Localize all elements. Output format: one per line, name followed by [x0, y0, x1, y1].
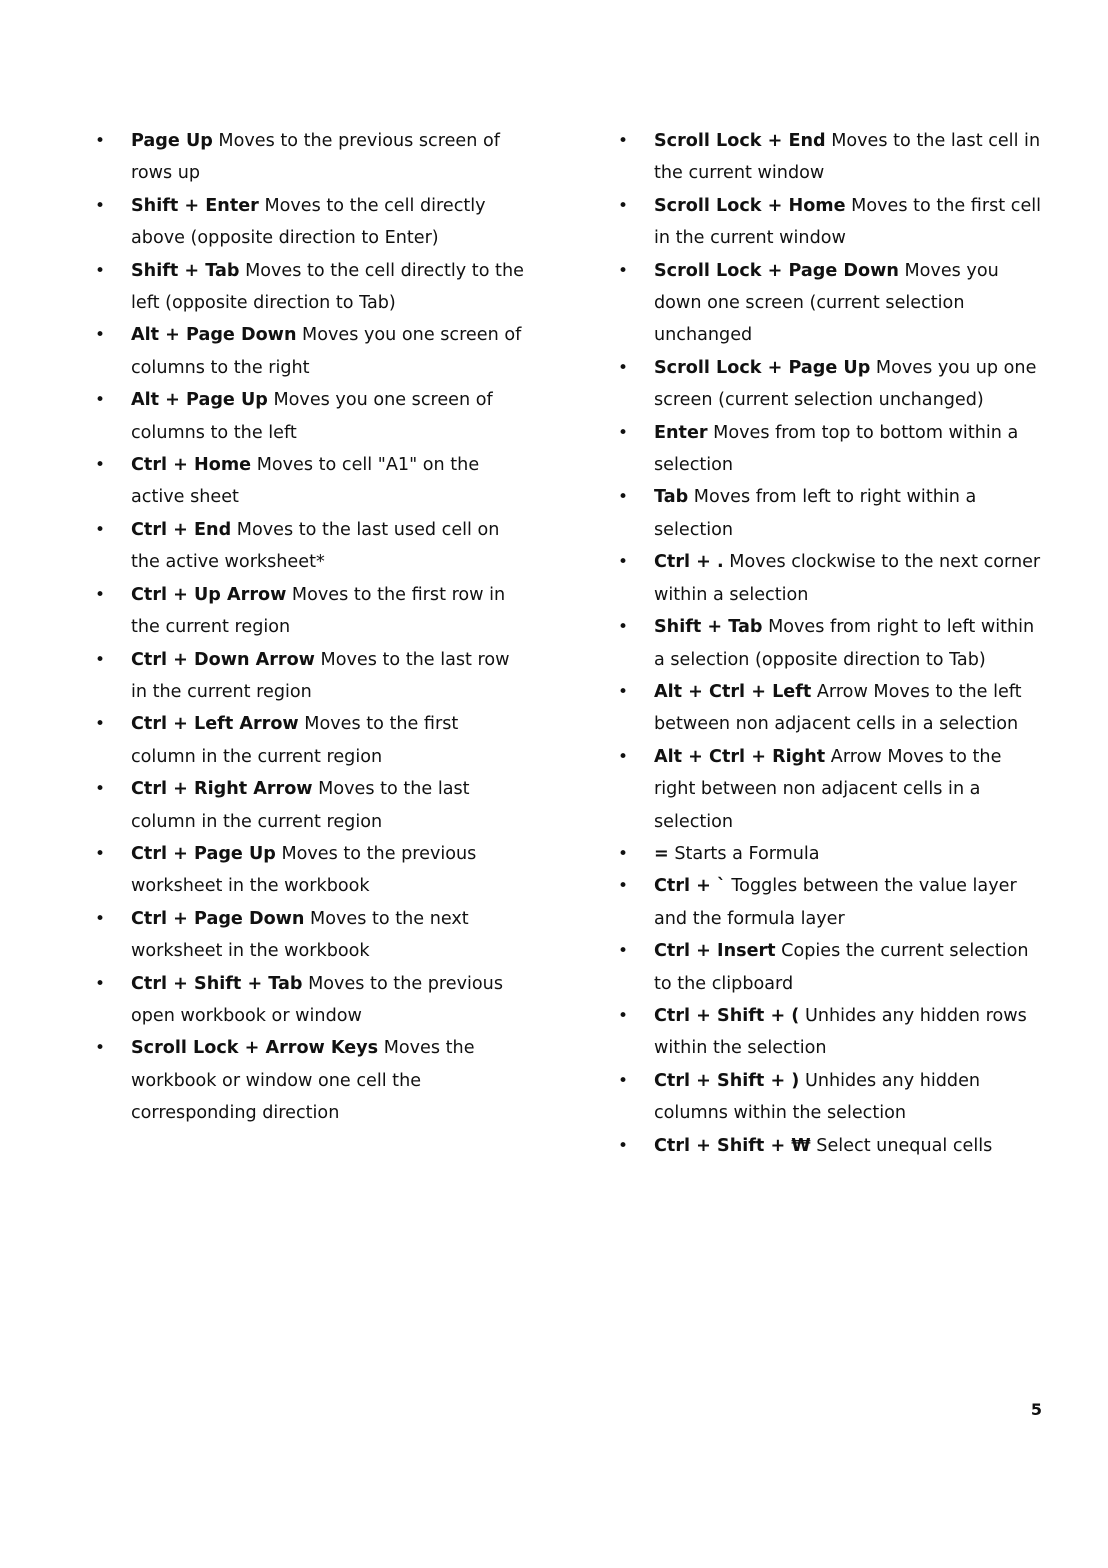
bullet-icon: •: [618, 941, 629, 962]
shortcut-keys: =: [654, 843, 669, 864]
list-item: [618, 611, 1048, 676]
shortcut-description: Moves you one screen of columns to the right: [131, 325, 522, 378]
shortcut-description: Moves to the first column in the current region: [131, 714, 459, 767]
bullet-icon: •: [95, 390, 106, 411]
list-item: [95, 384, 525, 449]
shortcut-keys: Ctrl + Shift + ): [654, 1070, 800, 1091]
bullet-icon: •: [618, 1005, 629, 1026]
bullet-icon: •: [95, 131, 106, 151]
shortcut-keys: Shift + Enter: [131, 195, 259, 216]
bullet-icon: •: [95, 779, 106, 800]
bullet-icon: •: [95, 649, 106, 670]
shortcut-keys: Tab: [654, 487, 689, 508]
list-item: [95, 190, 525, 255]
shortcut-description: Moves to the first cell in the current window: [654, 195, 1042, 249]
shortcut-keys: Shift + Tab: [131, 260, 240, 281]
bullet-icon: •: [618, 746, 629, 767]
shortcut-keys: Scroll Lock + Page Down: [654, 260, 899, 281]
list-item: [618, 125, 1048, 190]
shortcut-description: Starts a Formula: [668, 843, 820, 864]
bullet-icon: •: [618, 422, 629, 443]
shortcut-keys: Scroll Lock + Home: [654, 195, 846, 216]
bullet-icon: •: [95, 1038, 106, 1059]
shortcut-description: Moves to the last used cell on the active worksheet*: [131, 519, 500, 573]
shortcut-keys: Alt + Ctrl + Left: [654, 681, 812, 702]
list-item: [618, 417, 1048, 482]
bullet-icon: •: [618, 1070, 629, 1091]
shortcut-description: Moves you up one screen (current selection unchanged): [654, 357, 1037, 411]
left-column: [95, 125, 525, 1130]
shortcut-keys: Ctrl + Right Arrow: [131, 779, 313, 800]
bullet-icon: •: [95, 714, 106, 735]
bullet-icon: •: [95, 973, 106, 994]
shortcut-description: Moves to cell "A1" on the active sheet: [131, 455, 480, 508]
shortcut-keys: Scroll Lock + Page Up: [654, 357, 871, 378]
bullet-icon: •: [95, 195, 106, 216]
list-item: [95, 255, 525, 320]
bullet-icon: •: [618, 681, 629, 702]
shortcut-description: Moves to the last column in the current region: [131, 779, 470, 832]
shortcut-description: Moves to the previous worksheet in the workbook: [131, 843, 477, 897]
list-item: [618, 255, 1048, 352]
bullet-icon: •: [618, 617, 629, 638]
list-item: [618, 1000, 1048, 1065]
page-number: 5: [1030, 1400, 1042, 1419]
list-item: [618, 546, 1048, 611]
bullet-icon: •: [618, 487, 629, 508]
bullet-icon: •: [95, 908, 106, 929]
shortcut-keys: Alt + Page Up: [131, 390, 268, 411]
shortcut-keys: Ctrl + Shift + (: [654, 1005, 800, 1026]
list-item: [618, 870, 1048, 935]
shortcut-keys: Ctrl + Down Arrow: [131, 649, 315, 670]
list-item: [95, 125, 525, 190]
list-item: [618, 352, 1048, 417]
bullet-icon: •: [95, 519, 106, 540]
bullet-icon: •: [618, 357, 629, 378]
shortcut-keys: Ctrl + Shift + Tab: [131, 973, 303, 994]
shortcut-keys: Ctrl + Page Up: [131, 843, 276, 864]
shortcut-description: Moves from right to left within a selection (opposite direction to Tab): [654, 617, 1035, 670]
shortcut-keys: Enter: [654, 422, 708, 443]
shortcut-description: Arrow Moves to the left between non adjacent cells in a selection: [654, 681, 1022, 735]
shortcut-keys: Ctrl + Shift + ₩: [654, 1135, 811, 1156]
shortcut-description: Moves you down one screen (current selection unchanged: [654, 260, 999, 346]
list-item: [95, 773, 525, 838]
shortcut-description: Toggles between the value layer and the formula layer: [654, 876, 1017, 929]
shortcut-description: Unhides any hidden columns within the selection: [654, 1070, 981, 1124]
list-item: [95, 449, 525, 514]
shortcut-description: Moves to the cell directly to the left (opposite direction to Tab): [131, 260, 524, 314]
list-item: [95, 1032, 525, 1129]
right-shortcut-list: [618, 125, 1048, 1162]
shortcut-keys: Ctrl + Page Down: [131, 908, 305, 929]
shortcut-description: Moves from top to bottom within a selection: [654, 422, 1019, 476]
shortcut-keys: Scroll Lock + Arrow Keys: [131, 1038, 379, 1059]
shortcut-description: Moves the workbook or window one cell the corresponding direction: [131, 1038, 475, 1124]
shortcut-description: Moves you one screen of columns to the left: [131, 390, 493, 443]
shortcut-description: Moves to the cell directly above (opposite direction to Enter): [131, 195, 486, 249]
shortcut-description: Moves to the next worksheet in the workbook: [131, 908, 469, 962]
bullet-icon: •: [618, 876, 629, 897]
list-item: [95, 968, 525, 1033]
shortcut-keys: Ctrl + .: [654, 552, 724, 573]
list-item: [95, 319, 525, 384]
list-item: [95, 579, 525, 644]
list-item: [618, 838, 1048, 870]
shortcut-keys: Alt + Page Down: [131, 325, 297, 346]
list-item: [95, 644, 525, 709]
right-column: [618, 125, 1048, 1162]
shortcut-keys: Ctrl + Left Arrow: [131, 714, 299, 735]
bullet-icon: •: [95, 260, 106, 281]
list-item: [618, 1065, 1048, 1130]
bullet-icon: •: [95, 455, 106, 476]
list-item: [618, 481, 1048, 546]
shortcut-keys: Ctrl + End: [131, 519, 232, 540]
list-item: [618, 935, 1048, 1000]
bullet-icon: •: [618, 260, 629, 281]
list-item: [95, 514, 525, 579]
shortcut-description: Moves to the previous screen of rows up: [131, 131, 500, 184]
bullet-icon: •: [618, 843, 629, 864]
list-item: [618, 190, 1048, 255]
shortcut-keys: Shift + Tab: [654, 617, 763, 638]
list-item: [95, 903, 525, 968]
bullet-icon: •: [618, 1135, 629, 1156]
shortcut-description: Copies the current selection to the clipboard: [654, 941, 1029, 994]
list-item: [618, 1130, 1048, 1162]
shortcut-keys: Alt + Ctrl + Right: [654, 746, 826, 767]
left-shortcut-list: [95, 125, 525, 1130]
list-item: [618, 741, 1048, 838]
bullet-icon: •: [618, 195, 629, 216]
shortcut-description: Moves to the first row in the current region: [131, 584, 506, 638]
bullet-icon: •: [618, 552, 629, 573]
bullet-icon: •: [95, 325, 106, 346]
shortcut-keys: Ctrl + Insert: [654, 941, 776, 962]
shortcut-keys: Ctrl + Home: [131, 455, 252, 476]
shortcut-keys: Ctrl + `: [654, 876, 726, 897]
shortcut-description: Select unequal cells: [810, 1135, 993, 1156]
shortcut-description: Unhides any hidden rows within the selection: [654, 1005, 1027, 1059]
shortcut-keys: Ctrl + Up Arrow: [131, 584, 287, 605]
shortcut-description: Moves to the last cell in the current window: [654, 131, 1041, 184]
shortcut-description: Arrow Moves to the right between non adjacent cells in a selection: [654, 746, 1002, 832]
bullet-icon: •: [618, 131, 629, 151]
list-item: [95, 838, 525, 903]
bullet-icon: •: [95, 584, 106, 605]
shortcut-keys: Scroll Lock + End: [654, 131, 826, 151]
shortcut-description: Moves to the last row in the current region: [131, 649, 510, 702]
bullet-icon: •: [95, 843, 106, 864]
list-item: [95, 708, 525, 773]
shortcut-description: Moves from left to right within a selection: [654, 487, 977, 540]
shortcut-description: Moves to the previous open workbook or window: [131, 973, 503, 1026]
shortcut-keys: Page Up: [131, 131, 213, 151]
list-item: [618, 676, 1048, 741]
shortcut-description: Moves clockwise to the next corner within a selection: [654, 552, 1041, 605]
